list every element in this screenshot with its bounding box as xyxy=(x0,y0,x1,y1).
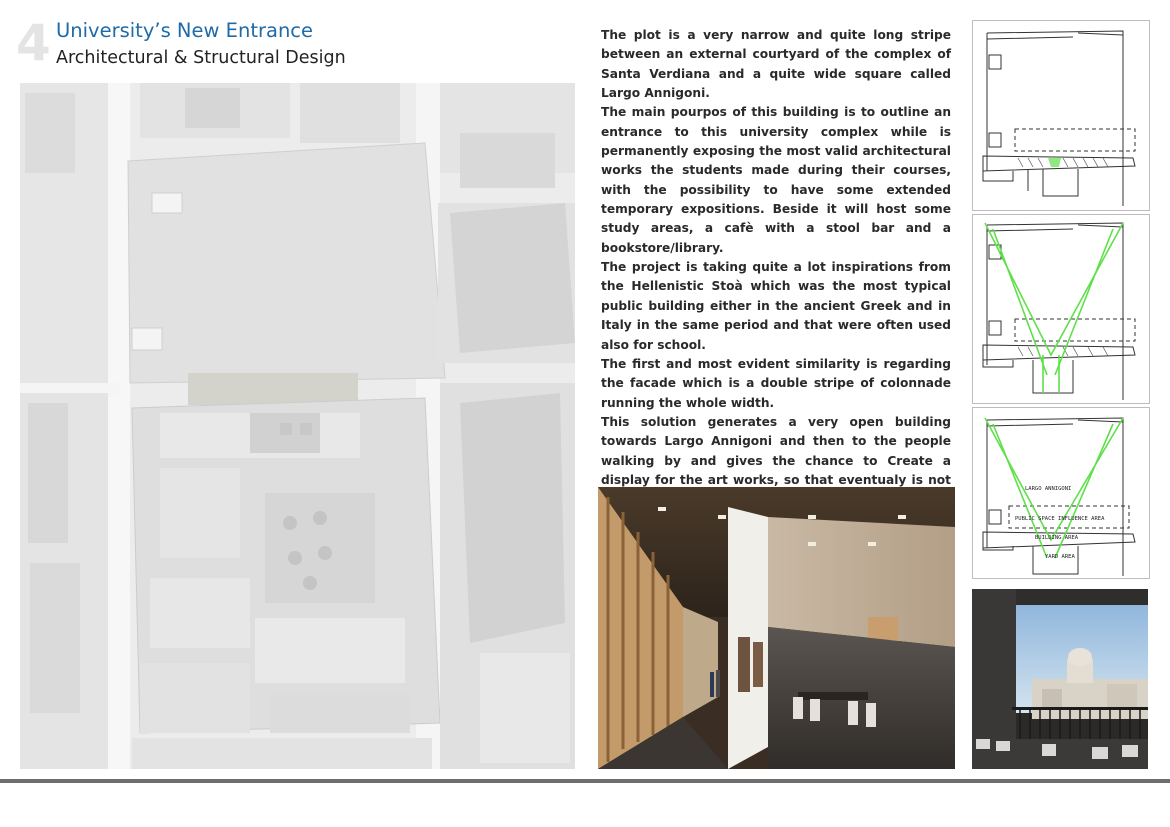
page-subtitle: Architectural & Structural Design xyxy=(56,48,346,68)
site-massing-model xyxy=(20,83,575,769)
site-sketch-3 xyxy=(972,407,1150,579)
terrace-render xyxy=(972,589,1148,769)
footer-rule xyxy=(0,779,1170,783)
site-sketch-1 xyxy=(972,20,1150,211)
paragraph: The project is taking quite a lot inspirations from the Hellenistic Stoà which was the most typical public building either in the ancient Greek and in Italy in the same period and that were often used also for school. xyxy=(601,260,951,352)
paragraph: The first and most evident similarity is regarding the facade which is a double stripe of colonnade running the whole width. xyxy=(601,356,951,410)
sketch-label-yard: YARD AREA xyxy=(1045,554,1075,560)
page-number: 4 xyxy=(16,14,51,72)
sketch-label-public-area: PUBLIC SPACE INFLUENCE AREA xyxy=(1015,516,1105,522)
paragraph: The plot is a very narrow and quite long stripe between an external courtyard of the complex of Santa Verdiana and a quite wide square called Largo Annigoni. xyxy=(601,28,951,101)
page-title: University’s New Entrance xyxy=(56,19,314,42)
interior-render xyxy=(598,487,955,769)
sketch-label-building: BUILDING AREA xyxy=(1035,535,1079,541)
paragraph: The main pourpos of this building is to outline an entrance to this university complex while is permanently exposing the most valid architectural works the students made during their courses, with the possibility to have some extended temporary expositions. Beside it will host some study areas, a cafè with a stool bar and a bookstore/library. xyxy=(601,105,951,255)
paragraph: This solution generates a very open building towards Largo Annigoni and then to the people walking by and gives the chance to Create a display for the art works, so that eventualy is not xyxy=(601,414,951,487)
sketch-label-largo: LARGO ANNIGONI xyxy=(1025,486,1072,492)
site-sketch-2 xyxy=(972,214,1150,404)
description-text xyxy=(601,26,951,548)
